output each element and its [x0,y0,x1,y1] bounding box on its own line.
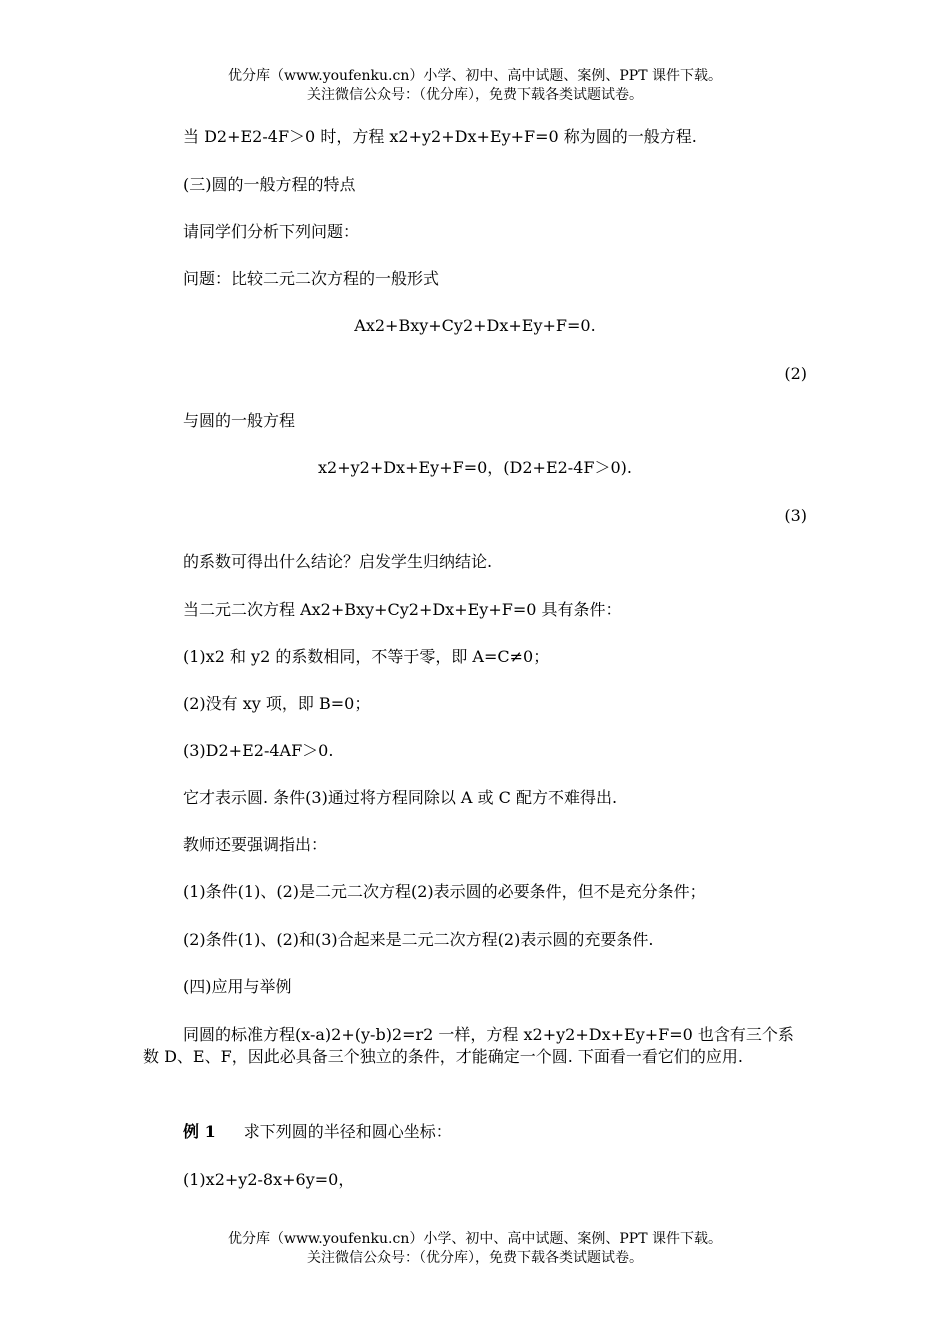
equation-3-number: (3) [784,506,807,525]
teacher-emphasis: 教师还要强调指出： [183,835,328,854]
condition-1: (1)x2 和 y2 的系数相同，不等于零，即 A=C≠0； [183,647,550,666]
condition-3: (3)D2+E2-4AF＞0. [183,741,334,760]
footer-line-1: 优分库（www.youfenku.cn）小学、初中、高中试题、案例、PPT 课件下载。 [227,1231,722,1247]
prompt-text: 请同学们分析下列问题： [183,222,360,241]
emphasis-point-1: (1)条件(1)、(2)是二元二次方程(2)表示圆的必要条件，但不是充分条件； [183,882,706,901]
general-equation-definition: 当 D2+E2-4F＞0 时，方程 x2+y2+Dx+Ey+F=0 称为圆的一般方程. [183,127,697,146]
equation-2-number: (2) [784,364,807,383]
condition-note: 它才表示圆. 条件(3)通过将方程同除以 A 或 C 配方不难得出. [183,788,618,807]
section-heading-3: (三)圆的一般方程的特点 [183,175,356,194]
page-footer [0,1230,950,1268]
header-line-2: 关注微信公众号：（优分库），免费下载各类试题试卷。 [307,87,643,103]
header-line-1: 优分库（www.youfenku.cn）小学、初中、高中试题、案例、PPT 课件下载。 [227,68,722,84]
question-text: 问题：比较二元二次方程的一般形式 [183,269,440,288]
section-heading-4: (四)应用与举例 [183,977,292,996]
conclusion-prompt: 的系数可得出什么结论？启发学生归纳结论. [183,552,493,571]
emphasis-point-2: (2)条件(1)、(2)和(3)合起来是二元二次方程(2)表示圆的充要条件. [183,930,654,949]
compare-text: 与圆的一般方程 [183,411,296,430]
condition-intro: 当二元二次方程 Ax2+Bxy+Cy2+Dx+Ey+F=0 具有条件： [183,600,622,619]
example-1 [183,1122,452,1142]
example-1-part-1: (1)x2+y2-8x+6y=0， [183,1170,355,1189]
footer-line-2: 关注微信公众号：（优分库），免费下载各类试题试卷。 [307,1250,643,1266]
example-label: 例 1 [183,1122,216,1141]
example-text: 求下列圆的半径和圆心坐标： [243,1122,452,1141]
page-header [0,67,950,105]
equation-3: x2+y2+Dx+Ey+F=0，(D2+E2-4F＞0). [317,458,633,477]
application-paragraph: 同圆的标准方程(x-a)2+(y-b)2=r2 一样，方程 x2+y2+Dx+Ey+F=0 也含有三个系数 D、E、F，因此必具备三个独立的条件，才能确定一个圆. 下面看一看它们的应用. [143,1025,794,1066]
condition-2: (2)没有 xy 项，即 B=0； [183,694,371,713]
equation-2: Ax2+Bxy+Cy2+Dx+Ey+F=0. [354,316,596,335]
